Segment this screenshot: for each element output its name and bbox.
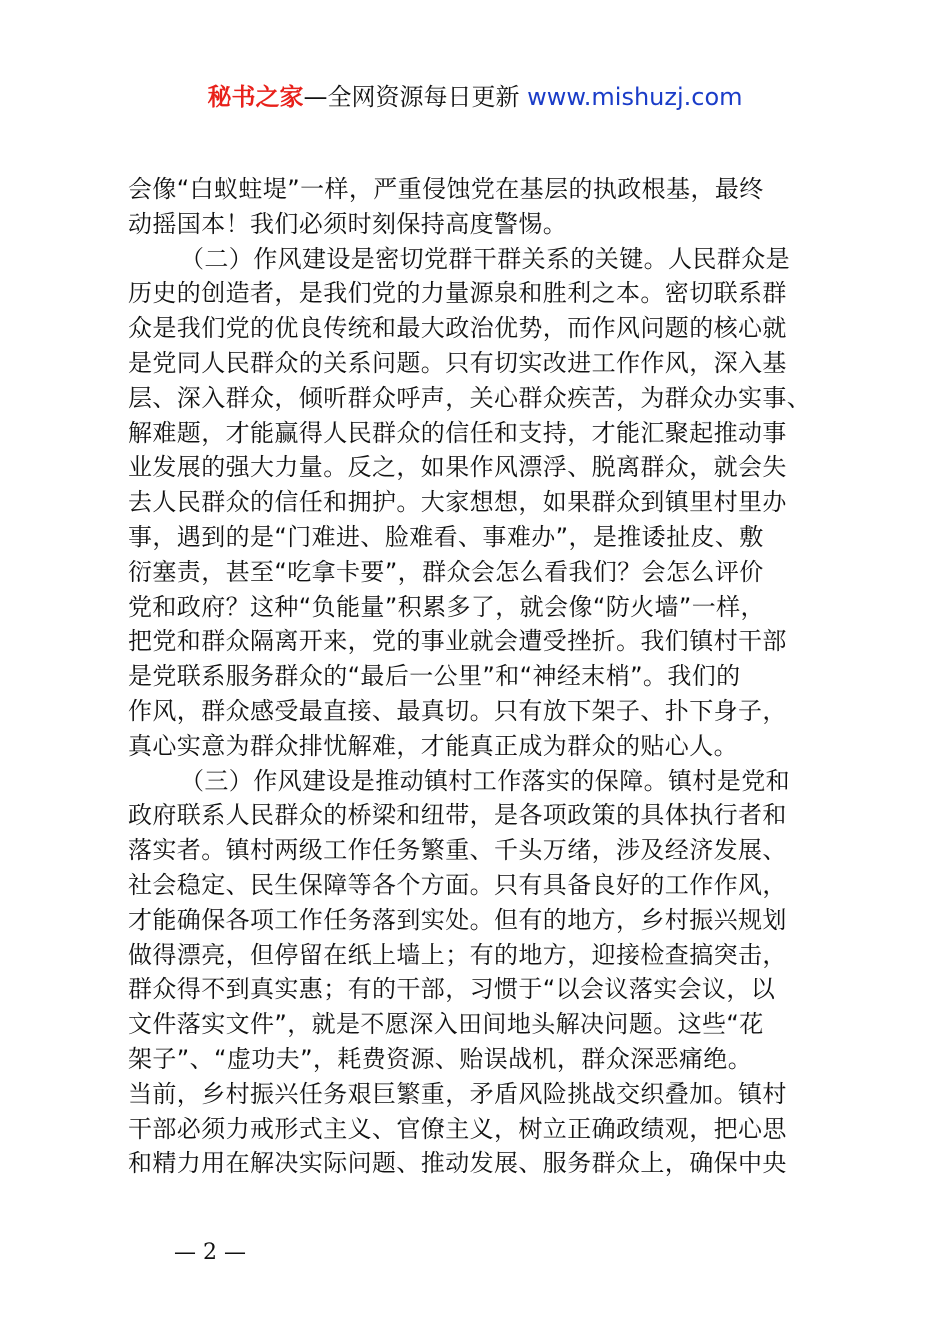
text-line: 是党联系服务群众的“最后一公里”和“神经末梢”。我们的 [128, 662, 741, 691]
text-line: 文件落实文件”，就是不愿深入田间地头解决问题。这些“花 [128, 1010, 764, 1039]
text-line: 架子”、“虚功夫”，耗费资源、贻误战机，群众深恶痛绝。 [128, 1044, 753, 1073]
text-line: 作风，群众感受最直接、最真切。只有放下架子、扑下身子， [128, 696, 787, 725]
text-line: 当前，乡村振兴任务艰巨繁重，矛盾风险挑战交织叠加。镇村 [128, 1079, 787, 1108]
site-header [0, 80, 950, 114]
text-line: 才能确保各项工作任务落到实处。但有的地方，乡村振兴规划 [128, 905, 787, 934]
text-line: 是党同人民群众的关系问题。只有切实改进工作作风，深入基 [128, 348, 787, 377]
text-line: 社会稳定、民生保障等各个方面。只有具备良好的工作作风， [128, 870, 787, 899]
text-line: 业发展的强大力量。反之，如果作风漂浮、脱离群众，就会失 [128, 453, 787, 482]
text-line: 事，遇到的是“门难进、脸难看、事难办”，是推诿扯皮、敷 [128, 522, 764, 551]
section-heading-line: （二）作风建设是密切党群干群关系的关键。人民群众是 [180, 244, 790, 273]
text-line: 动摇国本！我们必须时刻保持高度警惕。 [128, 209, 568, 238]
text-line: 落实者。镇村两级工作任务繁重、千头万绪，涉及经济发展、 [128, 836, 787, 865]
text-line: 和精力用在解决实际问题、推动发展、服务群众上，确保中央 [128, 1149, 787, 1178]
text-line: 解难题，才能赢得人民群众的信任和支持，才能汇聚起推动事 [128, 418, 787, 447]
text-line: 把党和群众隔离开来，党的事业就会遭受挫折。我们镇村干部 [128, 627, 787, 656]
document-body [128, 172, 832, 1181]
site-url-link[interactable]: www.mishuzj.com [519, 83, 743, 111]
text-line: 群众得不到真实惠；有的干部，习惯于“以会议落实会议，以 [128, 975, 776, 1004]
text-line: 政府联系人民群众的桥梁和纽带，是各项政策的具体执行者和 [128, 801, 787, 830]
section-heading-line: （三）作风建设是推动镇村工作落实的保障。镇村是党和 [180, 766, 790, 795]
text-line: 衍塞责，甚至“吃拿卡要”，群众会怎么看我们？会怎么评价 [128, 557, 764, 586]
site-brand: 秘书之家 [207, 83, 304, 111]
page-number: — 2 — [174, 1240, 246, 1265]
text-line: 做得漂亮，但停留在纸上墙上；有的地方，迎接检查搞突击， [128, 940, 787, 969]
site-slogan: —全网资源每日更新 [303, 83, 520, 111]
text-line: 去人民群众的信任和拥护。大家想想，如果群众到镇里村里办 [128, 488, 787, 517]
text-line: 党和政府？这种“负能量”积累多了，就会像“防火墙”一样， [128, 592, 765, 621]
text-line: 干部必须力戒形式主义、官僚主义，树立正确政绩观，把心思 [128, 1114, 787, 1143]
text-line: 层、深入群众，倾听群众呼声，关心群众疾苦，为群众办实事、 [128, 383, 812, 412]
text-line: 会像“白蚁蛀堤”一样，严重侵蚀党在基层的执政根基，最终 [128, 175, 764, 203]
text-line: 真心实意为群众排忧解难，才能真正成为群众的贴心人。 [128, 731, 738, 760]
text-line: 众是我们党的优良传统和最大政治优势，而作风问题的核心就 [128, 314, 787, 343]
text-line: 历史的创造者，是我们党的力量源泉和胜利之本。密切联系群 [128, 279, 787, 308]
